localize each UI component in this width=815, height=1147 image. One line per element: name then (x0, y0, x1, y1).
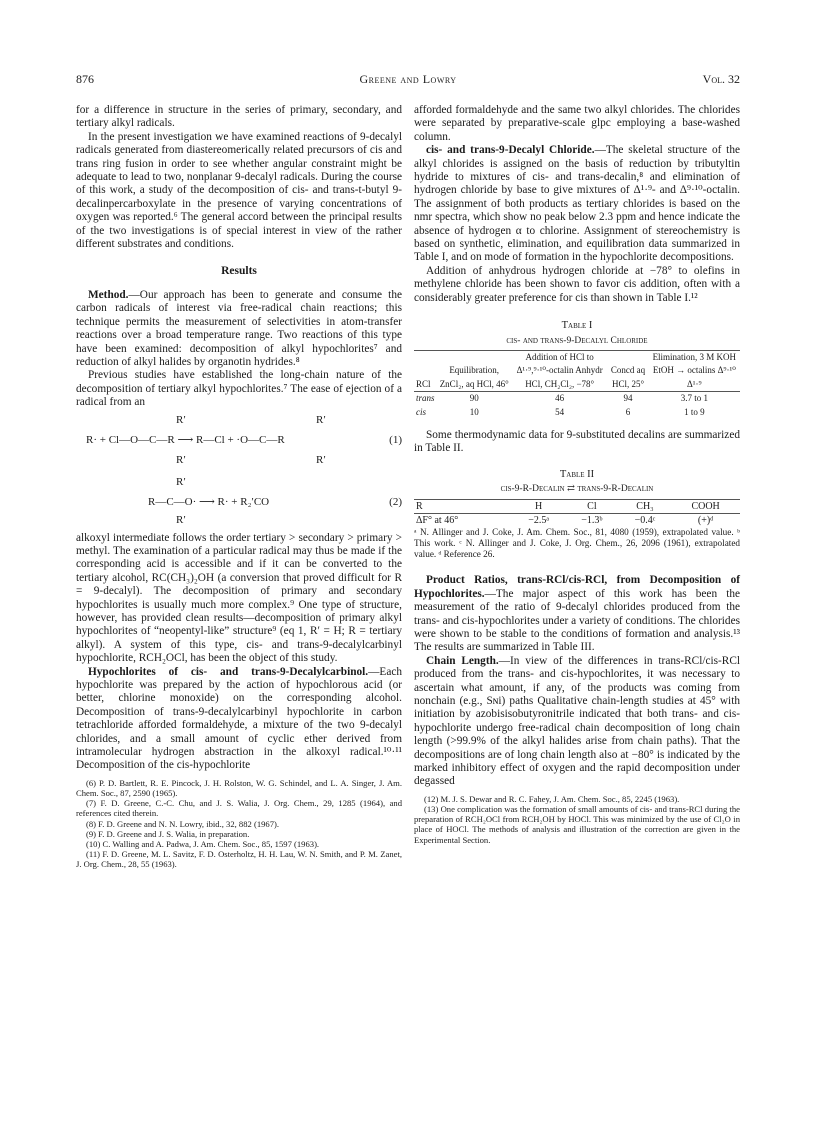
table-row (414, 392, 740, 406)
eq-substituent: R′ (316, 413, 326, 426)
table-row (414, 513, 740, 527)
equation-number: (2) (389, 495, 402, 508)
eq-substituent: R′ (176, 475, 186, 488)
table-cell: ΔF° at 46° (416, 514, 459, 526)
table-cell: trans (416, 393, 435, 404)
table-cell: 94 (623, 393, 633, 404)
column-header: COOH (691, 500, 720, 512)
table-cell: −0.4ᶜ (634, 514, 656, 526)
table-cell: 90 (469, 393, 479, 404)
paragraph-text: —In view of the differences in trans-RCl/cis-RCl produced from the trans- and cis-hypochlorites, it was necessary to ascertain what amount, if any, of the products was coming from nonchain (e.g., Sɴi) paths Qualitative chain-length studies at 45° with initiation by azobisisobutyronitrile indicated that both trans- and cis-hypochlorite undergo free-radical chain decomposition of long chain length (>99.9% of the alkyl halides arise from chain paths). That the decompositions are of long chain length also at −80° is indicated by the marked inhibitory effect of oxygen and the rapid decomposition under degassed (414, 654, 741, 788)
table-subtitle: cis-9-R-Decalin ⇄ trans-9-R-Decalin (500, 484, 654, 495)
column-header: H (535, 500, 543, 512)
footnote: (13) One complication was the formation of small amounts of cis- and trans-RCl during the preparation of RCH₂OCl from RCH₂OH by HOCl. This was minimized by the use of Cl₂O in place of HOCl. The methods of analysis and illustration of the correction are given in the Experimental Section. (414, 804, 740, 845)
footnote: (9) F. D. Greene and J. S. Walia, in preparation. (86, 828, 250, 839)
eq-substituent: R′ (176, 453, 186, 466)
table-cell: (+)ᵈ (697, 514, 714, 526)
paragraph (414, 144, 740, 265)
column-header: Equilibration, ZnCl₂, aq HCl, 46° (439, 365, 509, 389)
eq-substituent: R′ (316, 453, 326, 466)
table-1 (414, 319, 740, 419)
run-in-heading: Product Ratios, trans-RCl/cis-RCl, from Decomposition of Hypochlorites. (414, 574, 740, 600)
page-header (76, 72, 740, 90)
paragraph (414, 574, 740, 654)
table-subtitle: cis- and trans-9-Decalyl Chloride (506, 335, 648, 346)
footnote: (11) F. D. Greene, M. L. Savitz, F. D. Osterholtz, H. H. Lau, W. N. Smith, and P. M. Zanet, J. Org. Chem., 28, 55 (1963). (76, 849, 402, 870)
table-cell: cis (416, 406, 426, 417)
equation-number: (1) (389, 433, 402, 446)
paragraph-text: —Each hypochlorite was prepared by the action of hypochlorous acid (or better, chlorine monoxide) on the corresponding alcohol. Decomposition of trans-9-decalylcarbinyl hypochlorite in carbon tetrachloride afforded formaldehyde, a mixture of the two 9-decalyl chlorides, and a small amount of cyclic ether derived from intramolecular hydrogen abstraction in the alkoxyl radical.¹⁰·¹¹ Decomposition of the cis-hypochlorite (76, 665, 402, 772)
column-header: R (416, 500, 423, 512)
section-title: Results (221, 265, 257, 278)
table-2 (414, 468, 740, 561)
running-title: Greene and Lowry (359, 72, 457, 86)
footnote: (8) F. D. Greene and N. N. Lowry, ibid., 32, 882 (1967). (86, 818, 280, 829)
table-cell: 46 (555, 393, 565, 404)
table-note: ᵃ N. Allinger and J. Coke, J. Am. Chem. Soc., 81, 4080 (1959), extrapolated value. ᵇ This work. ᶜ N. Allinger and J. Coke, J. Org. Chem., 26, 2096 (1961), extrapolated value. ᵈ Reference 26. (414, 527, 740, 560)
page-number: 876 (76, 72, 94, 86)
table-title: Table I (561, 320, 593, 332)
right-column (414, 104, 740, 845)
paragraph-text: —The major aspect of this work has been the measurement of the ratio of 9-decalyl chlorides produced from the trans- and cis-hypochlorites under a variety of conditions. The chlorides were shown to be stable to the conditions of formation and analysis.¹³ The results are summarized in Table III. (414, 587, 740, 654)
table-cell: −1.3ᵇ (581, 514, 603, 526)
eq-substituent: R′ (176, 513, 186, 526)
table-cell: 6 (625, 406, 631, 417)
eq-substituent: R′ (176, 413, 186, 426)
footnote: (10) C. Walling and A. Padwa, J. Am. Chem. Soc., 85, 1597 (1963). (86, 839, 320, 850)
run-in-heading: Method. (88, 288, 129, 301)
volume-label: Vol. 32 (702, 72, 740, 86)
column-header: RCl (416, 378, 431, 389)
column-header: Elimination, 3 M KOH EtOH → octalins Δ⁹·¹⁰ Δ¹·⁹ (652, 351, 737, 389)
data-table (414, 499, 740, 528)
table-title: Table II (559, 468, 595, 480)
paragraph: alkoxyl intermediate follows the order tertiary > secondary > primary > methyl. The examination of a particular radical may thus be made if the corresponding acid is accessible and if it can be converted to the tertiary alcohol, RC(CH₃)₂OH (a conversion that proved difficult for R = 9-decalyl). The decomposition of primary and secondary hypochlorites is usually much more complex.⁹ One type of structure, however, has provided clean results—decomposition of primary alkyl hypochlorites of “neopentyl-like” structure⁹ (eq 1, R′ = H; R = tertiary alkyl). A system of this type, cis- and trans-9-decalylcarbinyl hypochlorite, RCH₂OCl, has been the object of this study. (76, 531, 402, 665)
equation-1 (76, 414, 402, 474)
run-in-heading: Hypochlorites of cis- and trans-9-Decalylcarbinol. (88, 665, 369, 678)
table-cell: −2.5ᵃ (528, 514, 550, 526)
paragraph-text: —Our approach has been to generate and consume the carbon radicals of interest via free-radical chain reactions; this technique permits the measurement of selectivities in atom-transfer reactions over a broad temperature range. Two reactions of this type have been examined: decomposition of alkyl hypochlorites⁷ and reduction of alkyl halides by organotin hydrides.⁸ (76, 288, 402, 368)
column-header: Addition of HCl to Δ¹·⁹,⁹·¹⁰-octalin Anhydr HCl, CH₂Cl₂, −78° (516, 351, 603, 389)
table-cell: 3.7 to 1 (680, 393, 708, 404)
column-header: Cl (587, 500, 597, 512)
left-column (76, 104, 402, 870)
paragraph: for a difference in structure in the series of primary, secondary, and tertiary alkyl radicals. (76, 104, 402, 130)
paragraph (76, 666, 402, 773)
table-cell: 54 (555, 406, 565, 417)
footnotes (414, 794, 740, 845)
footnotes (76, 778, 402, 870)
run-in-heading: Chain Length. (426, 654, 499, 667)
run-in-heading: cis- and trans-9-Decalyl Chloride. (426, 144, 595, 157)
eq-line: R—C—O· ⟶ R· + R₂′CO (148, 495, 270, 508)
footnote: (7) F. D. Greene, C.-C. Chu, and J. S. Walia, J. Org. Chem., 29, 1285 (1964), and references cited therein. (76, 798, 402, 819)
footnote: (6) P. D. Bartlett, R. E. Pincock, J. H. Rolston, W. G. Schindel, and L. A. Singer, J. Am. Chem. Soc., 87, 2590 (1965). (76, 777, 402, 799)
data-table (414, 350, 740, 419)
table-cell: 1 to 9 (684, 406, 705, 417)
table-row (414, 406, 740, 419)
paragraph-text: —The skeletal structure of the alkyl chlorides is assigned on the basis of reduction by tributyltin hydride to mixtures of cis- and trans-decalin,⁸ and elimination of hydrogen chloride by base to give mixtures of Δ¹·⁹- and Δ⁹·¹⁰-octalin. The assignment of both products as tertiary chlorides is based on the nmr spectra, which show no peak below 2.3 ppm and hence indicate the absence of hydrogen α to chlorine. Assignment of stereochemistry is based on synthetic, elimination, and equilibration data summarized in Table I, and on mode of formation in the hypochlorite decompositions. (414, 144, 740, 264)
paragraph (76, 289, 402, 369)
footnote: (12) M. J. S. Dewar and R. C. Fahey, J. Am. Chem. Soc., 85, 2245 (1963). (424, 793, 680, 804)
column-header: Concd aq HCl, 25° (610, 365, 646, 389)
column-header: CH₃ (636, 500, 654, 512)
paragraph (414, 655, 740, 789)
paragraph: In the present investigation we have examined reactions of 9-decalyl radicals generated from diastereomerically related precursors of cis and trans ring fusion in order to see whether angular constraint might be adequate to lead to two, nonplanar 9-decalyl radicals. During the course of this work, a study of the decomposition of cis- and trans-t-butyl 9-decalinpercarboxylate in the presence of varying concentrations of oxygen was reported.⁶ The general accord between the principal results of the two investigations is of special interest in view of the rather different substrates and conditions. (76, 130, 402, 251)
table-cell: 10 (469, 406, 479, 417)
equation-2 (76, 476, 402, 532)
paragraph: Previous studies have established the long-chain nature of the decomposition of tertiary alkyl hypochlorites.⁷ The ease of ejection of a radical from an (76, 369, 402, 409)
paragraph: Addition of anhydrous hydrogen chloride at −78° to olefins in methylene chloride has been shown to favor cis addition, often with a considerably greater preference for cis than shown in Table I.¹² (414, 264, 740, 304)
paragraph: afforded formaldehyde and the same two alkyl chlorides. The chlorides were separated by preparative-scale glpc employing a base-washed column. (414, 104, 740, 143)
paragraph: Some thermodynamic data for 9-substituted decalins are summarized in Table II. (414, 428, 740, 455)
eq-line: R· + Cl—O—C—R ⟶ R—Cl + ·O—C—R (86, 433, 285, 446)
